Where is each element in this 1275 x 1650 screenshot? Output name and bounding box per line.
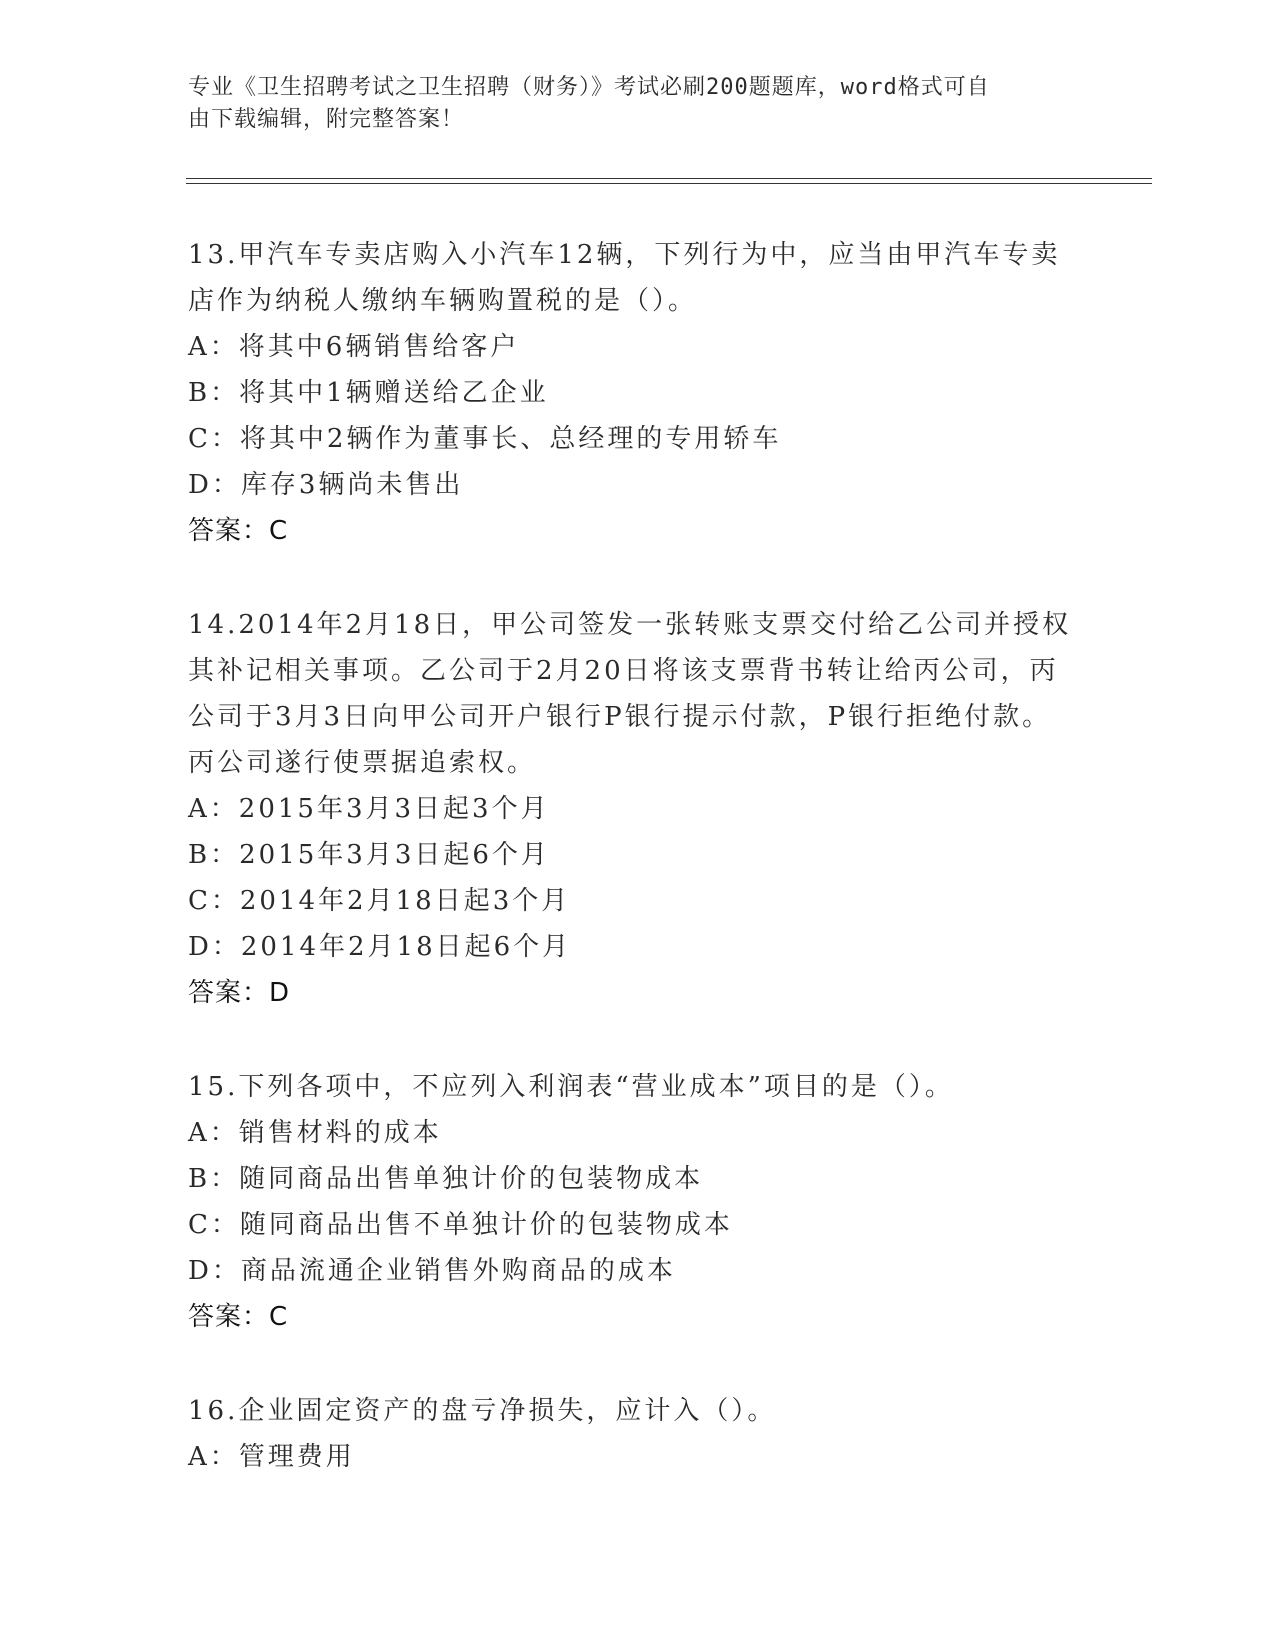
header-line-2: 由下载编辑，附完整答案！ <box>188 107 465 132</box>
option-c: C：2014年2月18日起3个月 <box>188 886 571 916</box>
question-stem-line: 其补记相关事项。乙公司于2月20日将该支票背书转让给丙公司，丙 <box>188 656 1059 686</box>
question-list <box>188 232 1088 1528</box>
option-d: D：库存3辆尚未售出 <box>188 470 464 500</box>
question-stem-line: 公司于3月3日向甲公司开户银行P银行提示付款，P银行拒绝付款。 <box>188 702 1052 732</box>
question-stem-line: 13.甲汽车专卖店购入小汽车12辆，下列行为中，应当由甲汽车专卖 <box>188 240 1061 270</box>
option-a: A：2015年3月3日起3个月 <box>188 794 550 824</box>
header-divider-bottom <box>186 183 1152 184</box>
option-c: C：将其中2辆作为董事长、总经理的专用轿车 <box>188 424 782 454</box>
question-stem-line: 14.2014年2月18日，甲公司签发一张转账支票交付给乙公司并授权 <box>188 610 1072 640</box>
option-a: A：将其中6辆销售给客户 <box>188 332 520 362</box>
question-16 <box>188 1388 1088 1480</box>
question-stem-line: 15.下列各项中，不应列入利润表“营业成本”项目的是（）。 <box>188 1072 954 1102</box>
header-line-1: 专业《卫生招聘考试之卫生招聘（财务）》考试必刷200题题库，word格式可自 <box>188 75 990 100</box>
question-13 <box>188 232 1088 554</box>
document-header <box>188 72 1068 136</box>
option-a: A：管理费用 <box>188 1442 355 1472</box>
option-b: B：将其中1辆赠送给乙企业 <box>188 378 549 408</box>
question-15 <box>188 1064 1088 1340</box>
option-a: A：销售材料的成本 <box>188 1118 442 1148</box>
question-stem-line: 店作为纳税人缴纳车辆购置税的是（）。 <box>188 286 698 316</box>
option-c: C：随同商品出售不单独计价的包装物成本 <box>188 1210 733 1240</box>
option-d: D：2014年2月18日起6个月 <box>188 932 572 962</box>
header-divider-top <box>186 178 1152 179</box>
question-stem-line: 16.企业固定资产的盘亏净损失，应计入（）。 <box>188 1396 777 1426</box>
question-stem-line: 丙公司遂行使票据追索权。 <box>188 748 537 778</box>
option-d: D：商品流通企业销售外购商品的成本 <box>188 1256 676 1286</box>
question-14 <box>188 602 1088 1016</box>
answer: 答案：D <box>188 978 291 1008</box>
answer: 答案：C <box>188 516 289 546</box>
option-b: B：随同商品出售单独计价的包装物成本 <box>188 1164 704 1194</box>
option-b: B：2015年3月3日起6个月 <box>188 840 550 870</box>
answer: 答案：C <box>188 1302 289 1332</box>
